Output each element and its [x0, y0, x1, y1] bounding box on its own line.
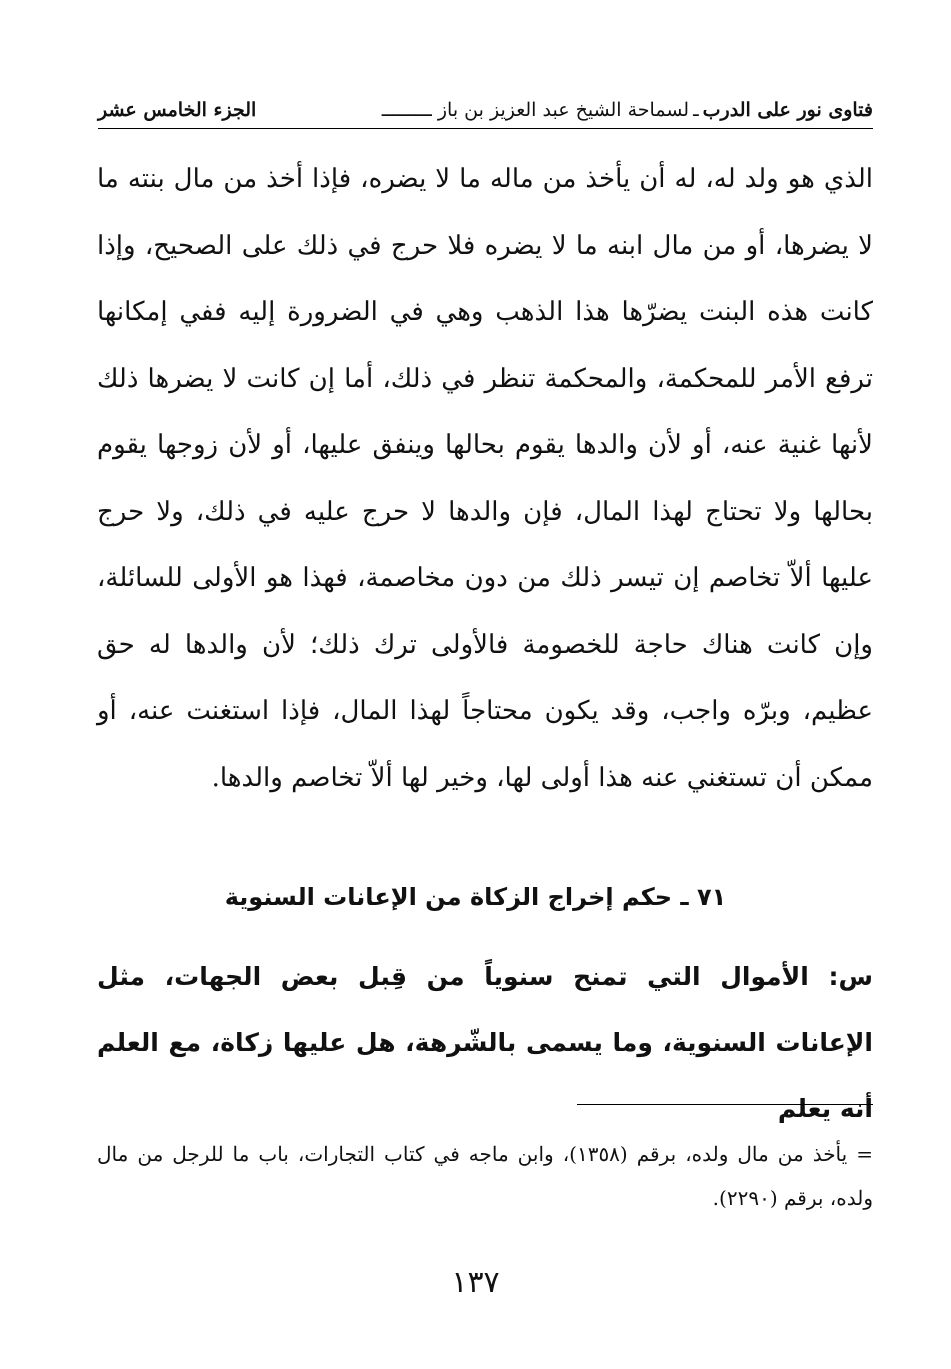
running-header — [98, 92, 873, 129]
body-paragraph: الذي هو ولد له، له أن يأخذ من ماله ما لا يضره، فإذا أخذ من مال بنته ما لا يضرها، أو من مال ابنه ما لا يضره فلا حرج في ذلك على الصحيح، وإذا كانت هذه البنت يضرّها هذا الذهب وهي في الضرورة إليه ففي إمكانها ترفع الأمر للمحكمة، والمحكمة تنظر في ذلك، أما إن كانت لا يضرها ذلك لأنها غنية عنه، أو لأن والدها يقوم بحالها وينفق عليها، أو لأن زوجها يقوم بحالها ولا تحتاج لهذا المال، فإن والدها لا حرج عليه في ذلك، ولا حرج عليها ألاّ تخاصم إن تيسر ذلك من دون مخاصمة، فهذا هو الأولى للسائلة، وإن كانت هناك حاجة للخصومة فالأولى ترك ذلك؛ لأن والدها له حق عظيم، وبرّه واجب، وقد يكون محتاجاً لهذا المال، فإذا استغنت عنه، أو ممكن أن تستغني عنه هذا أولى لها، وخير لها ألاّ تخاصم والدها. — [97, 164, 874, 793]
section-title: ٧١ ـ حكم إخراج الزكاة من الإعانات السنوية — [224, 883, 727, 911]
header-separator: ـ — [693, 99, 699, 121]
footnote-text: = يأخذ من مال ولده، برقم (١٣٥٨)، وابن ماجه في كتاب التجارات، باب ما للرجل من مال ولده، برقم (٢٢٩٠). — [97, 1142, 873, 1210]
page-number: ١٣٧ — [451, 1265, 500, 1300]
body-text — [97, 146, 873, 811]
header-author: لسماحة الشيخ عبد العزيز بن باز ـــــــــ — [381, 99, 690, 121]
question-text: س: الأموال التي تمنح سنوياً من قِبل بعض الجهات، مثل الإعانات السنوية، وما يسمى بالشّرهة، هل عليها زكاة، مع العلم أنه يعلم — [97, 962, 873, 1123]
header-book-title: فتاوى نور على الدرب — [702, 99, 873, 121]
footnote-divider — [577, 1104, 873, 1105]
header-volume: الجزء الخامس عشر — [98, 99, 257, 121]
header-book-info — [382, 99, 873, 121]
footnote — [97, 1132, 873, 1220]
